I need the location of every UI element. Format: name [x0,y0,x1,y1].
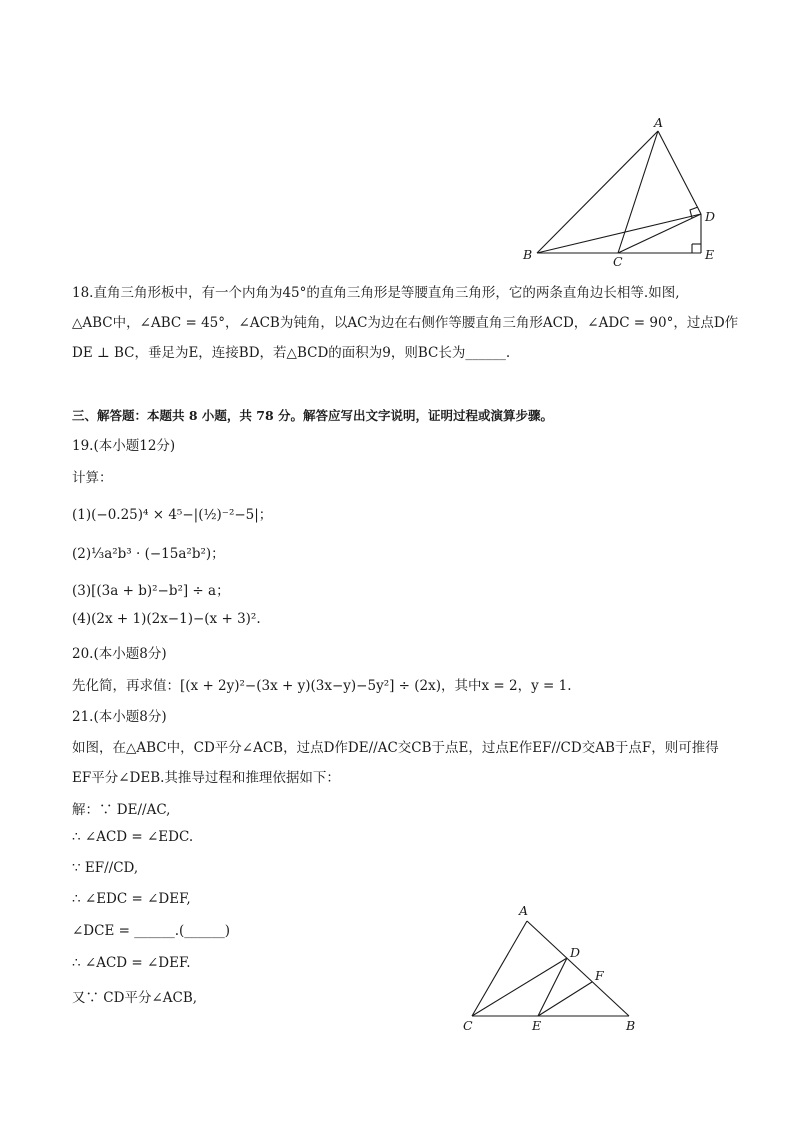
label-b: B [523,247,533,262]
q19-part3: (3)[(3a + b)²−b²] ÷ a； [72,583,230,599]
q21-step1: 解：∵ DE//AC, [72,802,171,818]
label-a: A [519,903,529,918]
q21-step3: ∵ EF//CD, [72,860,139,876]
q21-step5: ∠DCE = ______.(______) [72,923,231,939]
q21-text1: 如图，在△ABC中，CD平分∠ACB，过点D作DE//AC交CB于点E，过点E作EF//CD交AB于点F，则可推得 [72,740,719,756]
q21-header: 21.(本小题8分) [72,709,167,725]
q20-header: 20.(本小题8分) [72,646,167,662]
label-e: E [532,1018,542,1033]
q20-text: 先化简，再求值：[(x + 2y)²−(3x + y)(3x−y)−5y²] ÷ (2x)，其中x = 2，y = 1. [72,678,572,694]
q21-step4: ∴ ∠EDC = ∠DEF, [72,891,191,907]
q18-line1: 18.直角三角形板中，有一个内角为45°的直角三角形是等腰直角三角形，它的两条直角边长相等.如图, [72,285,680,301]
label-e: E [705,247,715,262]
label-d: D [705,209,716,224]
q19-part1: (1)(−0.25)⁴ × 4⁵−|(½)⁻²−5|； [72,507,273,523]
q19-part4: (4)(2x + 1)(2x−1)−(x + 3)². [72,611,261,627]
label-f: F [595,968,604,983]
q21-step2: ∴ ∠ACD = ∠EDC. [72,829,194,845]
q21-step7: 又∵ CD平分∠ACB, [72,990,198,1006]
label-c: C [463,1018,473,1033]
q21-step6: ∴ ∠ACD = ∠DEF. [72,955,191,971]
q18-line2: △ABC中，∠ABC = 45°，∠ACB为钝角，以AC为边在右侧作等腰直角三角形ACD，∠ADC = 90°，过点D作 [72,315,739,331]
q18-line3: DE ⊥ BC，垂足为E，连接BD，若△BCD的面积为9，则BC长为______. [72,345,511,361]
q19-intro: 计算： [72,470,113,486]
q19-part2: (2)⅓a²b³ · (−15a²b²)； [72,546,225,562]
q21-text2: EF平分∠DEB.其推导过程和推理依据如下： [72,770,340,786]
section3-heading: 三、解答题：本题共 8 小题，共 78 分。解答应写出文字说明，证明过程或演算步骤。 [72,408,554,423]
label-c: C [613,254,623,269]
label-d: D [570,945,581,960]
label-a: A [654,115,664,130]
label-b: B [626,1018,636,1033]
q19-header: 19.(本小题12分) [72,438,176,454]
